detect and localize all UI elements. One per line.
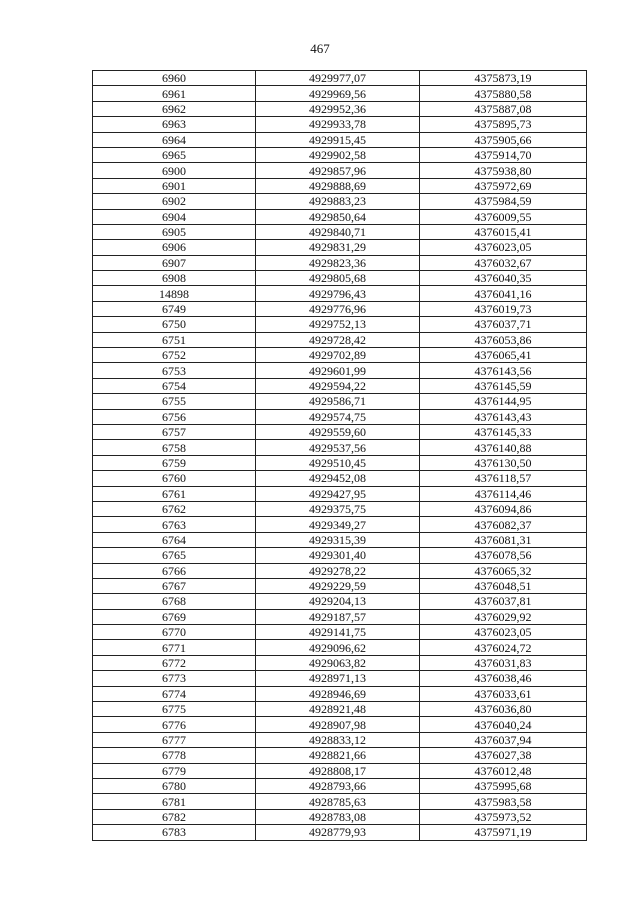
x-coordinate-cell: 4929728,42 (256, 332, 420, 347)
point-number-cell: 6771 (93, 640, 256, 655)
y-coordinate-cell: 4376037,71 (420, 317, 587, 332)
x-coordinate-cell: 4929301,40 (256, 548, 420, 563)
y-coordinate-cell: 4376027,38 (420, 748, 587, 763)
table-row (93, 517, 587, 532)
x-coordinate-cell: 4929902,58 (256, 147, 420, 162)
y-coordinate-cell: 4375983,58 (420, 794, 587, 809)
point-number-cell: 6754 (93, 378, 256, 393)
table-row (93, 686, 587, 701)
y-coordinate-cell: 4376024,72 (420, 640, 587, 655)
table-row (93, 748, 587, 763)
point-number-cell: 6781 (93, 794, 256, 809)
point-number-cell: 6965 (93, 147, 256, 162)
point-number-cell: 6960 (93, 71, 256, 86)
table-row (93, 763, 587, 778)
x-coordinate-cell: 4929840,71 (256, 224, 420, 239)
y-coordinate-cell: 4375905,66 (420, 132, 587, 147)
y-coordinate-cell: 4376040,24 (420, 717, 587, 732)
x-coordinate-cell: 4929776,96 (256, 301, 420, 316)
x-coordinate-cell: 4929888,69 (256, 178, 420, 193)
point-number-cell: 6778 (93, 748, 256, 763)
x-coordinate-cell: 4929594,22 (256, 378, 420, 393)
point-number-cell: 6961 (93, 86, 256, 101)
point-number-cell: 6762 (93, 501, 256, 516)
x-coordinate-cell: 4928971,13 (256, 671, 420, 686)
y-coordinate-cell: 4375973,52 (420, 809, 587, 824)
point-number-cell: 6763 (93, 517, 256, 532)
table-row (93, 594, 587, 609)
y-coordinate-cell: 4376023,05 (420, 625, 587, 640)
coordinates-table-body (93, 71, 587, 841)
y-coordinate-cell: 4376048,51 (420, 578, 587, 593)
x-coordinate-cell: 4929278,22 (256, 563, 420, 578)
table-row (93, 471, 587, 486)
x-coordinate-cell: 4928783,08 (256, 809, 420, 824)
x-coordinate-cell: 4929977,07 (256, 71, 420, 86)
x-coordinate-cell: 4929141,75 (256, 625, 420, 640)
y-coordinate-cell: 4376065,32 (420, 563, 587, 578)
table-row (93, 655, 587, 670)
point-number-cell: 6759 (93, 455, 256, 470)
point-number-cell: 6768 (93, 594, 256, 609)
x-coordinate-cell: 4929933,78 (256, 117, 420, 132)
point-number-cell: 6908 (93, 271, 256, 286)
point-number-cell: 6963 (93, 117, 256, 132)
point-number-cell: 6964 (93, 132, 256, 147)
point-number-cell: 6780 (93, 778, 256, 793)
table-row (93, 71, 587, 86)
table-row (93, 286, 587, 301)
x-coordinate-cell: 4928793,66 (256, 778, 420, 793)
x-coordinate-cell: 4929229,59 (256, 578, 420, 593)
y-coordinate-cell: 4376114,46 (420, 486, 587, 501)
table-row (93, 625, 587, 640)
y-coordinate-cell: 4376144,95 (420, 394, 587, 409)
x-coordinate-cell: 4928785,63 (256, 794, 420, 809)
table-row (93, 717, 587, 732)
point-number-cell: 6760 (93, 471, 256, 486)
x-coordinate-cell: 4928808,17 (256, 763, 420, 778)
y-coordinate-cell: 4376130,50 (420, 455, 587, 470)
x-coordinate-cell: 4928946,69 (256, 686, 420, 701)
point-number-cell: 6753 (93, 363, 256, 378)
table-row (93, 163, 587, 178)
x-coordinate-cell: 4929796,43 (256, 286, 420, 301)
point-number-cell: 6900 (93, 163, 256, 178)
x-coordinate-cell: 4929574,75 (256, 409, 420, 424)
point-number-cell: 6769 (93, 609, 256, 624)
x-coordinate-cell: 4929096,62 (256, 640, 420, 655)
x-coordinate-cell: 4929452,08 (256, 471, 420, 486)
x-coordinate-cell: 4929586,71 (256, 394, 420, 409)
point-number-cell: 6906 (93, 240, 256, 255)
x-coordinate-cell: 4929883,23 (256, 194, 420, 209)
table-row (93, 224, 587, 239)
table-row (93, 209, 587, 224)
x-coordinate-cell: 4929805,68 (256, 271, 420, 286)
y-coordinate-cell: 4376037,94 (420, 732, 587, 747)
table-row (93, 147, 587, 162)
table-row (93, 532, 587, 547)
point-number-cell: 6773 (93, 671, 256, 686)
y-coordinate-cell: 4375971,19 (420, 825, 587, 840)
table-row (93, 394, 587, 409)
x-coordinate-cell: 4929559,60 (256, 424, 420, 439)
y-coordinate-cell: 4376029,92 (420, 609, 587, 624)
y-coordinate-cell: 4376019,73 (420, 301, 587, 316)
table-row (93, 778, 587, 793)
table-row (93, 809, 587, 824)
x-coordinate-cell: 4929915,45 (256, 132, 420, 147)
y-coordinate-cell: 4376015,41 (420, 224, 587, 239)
point-number-cell: 6902 (93, 194, 256, 209)
point-number-cell: 6767 (93, 578, 256, 593)
point-number-cell: 6901 (93, 178, 256, 193)
point-number-cell: 6904 (93, 209, 256, 224)
y-coordinate-cell: 4376038,46 (420, 671, 587, 686)
point-number-cell: 6749 (93, 301, 256, 316)
point-number-cell: 6905 (93, 224, 256, 239)
table-row (93, 501, 587, 516)
x-coordinate-cell: 4929823,36 (256, 255, 420, 270)
table-row (93, 563, 587, 578)
point-number-cell: 6782 (93, 809, 256, 824)
table-row (93, 332, 587, 347)
y-coordinate-cell: 4376037,81 (420, 594, 587, 609)
point-number-cell: 6757 (93, 424, 256, 439)
y-coordinate-cell: 4376031,83 (420, 655, 587, 670)
table-row (93, 578, 587, 593)
point-number-cell: 6962 (93, 101, 256, 116)
y-coordinate-cell: 4375887,08 (420, 101, 587, 116)
y-coordinate-cell: 4376078,56 (420, 548, 587, 563)
x-coordinate-cell: 4929375,75 (256, 501, 420, 516)
coordinates-table (92, 70, 587, 841)
y-coordinate-cell: 4375938,80 (420, 163, 587, 178)
point-number-cell: 6750 (93, 317, 256, 332)
x-coordinate-cell: 4929315,39 (256, 532, 420, 547)
table-row (93, 440, 587, 455)
point-number-cell: 6766 (93, 563, 256, 578)
y-coordinate-cell: 4376143,43 (420, 409, 587, 424)
table-row (93, 117, 587, 132)
x-coordinate-cell: 4929187,57 (256, 609, 420, 624)
y-coordinate-cell: 4376023,05 (420, 240, 587, 255)
y-coordinate-cell: 4376118,57 (420, 471, 587, 486)
point-number-cell: 6756 (93, 409, 256, 424)
y-coordinate-cell: 4376082,37 (420, 517, 587, 532)
point-number-cell: 6761 (93, 486, 256, 501)
point-number-cell: 6774 (93, 686, 256, 701)
y-coordinate-cell: 4376081,31 (420, 532, 587, 547)
y-coordinate-cell: 4376094,86 (420, 501, 587, 516)
y-coordinate-cell: 4376143,56 (420, 363, 587, 378)
x-coordinate-cell: 4929063,82 (256, 655, 420, 670)
point-number-cell: 6775 (93, 702, 256, 717)
point-number-cell: 6751 (93, 332, 256, 347)
x-coordinate-cell: 4928921,48 (256, 702, 420, 717)
page-number: 467 (310, 41, 330, 56)
y-coordinate-cell: 4375995,68 (420, 778, 587, 793)
y-coordinate-cell: 4375880,58 (420, 86, 587, 101)
x-coordinate-cell: 4929952,36 (256, 101, 420, 116)
y-coordinate-cell: 4376041,16 (420, 286, 587, 301)
table-row (93, 640, 587, 655)
x-coordinate-cell: 4928821,66 (256, 748, 420, 763)
x-coordinate-cell: 4929850,64 (256, 209, 420, 224)
table-row (93, 702, 587, 717)
point-number-cell: 6772 (93, 655, 256, 670)
table-row (93, 101, 587, 116)
y-coordinate-cell: 4376065,41 (420, 348, 587, 363)
y-coordinate-cell: 4376012,48 (420, 763, 587, 778)
table-row (93, 424, 587, 439)
x-coordinate-cell: 4928907,98 (256, 717, 420, 732)
point-number-cell: 6776 (93, 717, 256, 732)
point-number-cell: 6779 (93, 763, 256, 778)
y-coordinate-cell: 4376145,33 (420, 424, 587, 439)
y-coordinate-cell: 4376040,35 (420, 271, 587, 286)
table-row (93, 178, 587, 193)
table-row (93, 825, 587, 840)
y-coordinate-cell: 4376032,67 (420, 255, 587, 270)
x-coordinate-cell: 4928779,93 (256, 825, 420, 840)
x-coordinate-cell: 4929349,27 (256, 517, 420, 532)
x-coordinate-cell: 4929427,95 (256, 486, 420, 501)
table-row (93, 317, 587, 332)
table-row (93, 732, 587, 747)
table-row (93, 486, 587, 501)
table-row (93, 132, 587, 147)
table-row (93, 240, 587, 255)
x-coordinate-cell: 4929702,89 (256, 348, 420, 363)
y-coordinate-cell: 4376009,55 (420, 209, 587, 224)
table-row (93, 671, 587, 686)
table-row (93, 363, 587, 378)
x-coordinate-cell: 4929537,56 (256, 440, 420, 455)
table-row (93, 271, 587, 286)
x-coordinate-cell: 4928833,12 (256, 732, 420, 747)
point-number-cell: 14898 (93, 286, 256, 301)
point-number-cell: 6907 (93, 255, 256, 270)
x-coordinate-cell: 4929752,13 (256, 317, 420, 332)
point-number-cell: 6783 (93, 825, 256, 840)
table-row (93, 409, 587, 424)
x-coordinate-cell: 4929969,56 (256, 86, 420, 101)
y-coordinate-cell: 4375972,69 (420, 178, 587, 193)
table-row (93, 348, 587, 363)
y-coordinate-cell: 4376145,59 (420, 378, 587, 393)
y-coordinate-cell: 4376033,61 (420, 686, 587, 701)
point-number-cell: 6764 (93, 532, 256, 547)
y-coordinate-cell: 4376140,88 (420, 440, 587, 455)
point-number-cell: 6770 (93, 625, 256, 640)
y-coordinate-cell: 4376053,86 (420, 332, 587, 347)
point-number-cell: 6765 (93, 548, 256, 563)
point-number-cell: 6752 (93, 348, 256, 363)
y-coordinate-cell: 4375984,59 (420, 194, 587, 209)
x-coordinate-cell: 4929510,45 (256, 455, 420, 470)
x-coordinate-cell: 4929601,99 (256, 363, 420, 378)
table-row (93, 548, 587, 563)
table-row (93, 794, 587, 809)
point-number-cell: 6777 (93, 732, 256, 747)
table-row (93, 194, 587, 209)
point-number-cell: 6758 (93, 440, 256, 455)
table-row (93, 255, 587, 270)
table-row (93, 86, 587, 101)
y-coordinate-cell: 4376036,80 (420, 702, 587, 717)
y-coordinate-cell: 4375914,70 (420, 147, 587, 162)
table-row (93, 378, 587, 393)
x-coordinate-cell: 4929831,29 (256, 240, 420, 255)
x-coordinate-cell: 4929857,96 (256, 163, 420, 178)
table-row (93, 609, 587, 624)
table-row (93, 301, 587, 316)
y-coordinate-cell: 4375873,19 (420, 71, 587, 86)
point-number-cell: 6755 (93, 394, 256, 409)
y-coordinate-cell: 4375895,73 (420, 117, 587, 132)
table-row (93, 455, 587, 470)
x-coordinate-cell: 4929204,13 (256, 594, 420, 609)
